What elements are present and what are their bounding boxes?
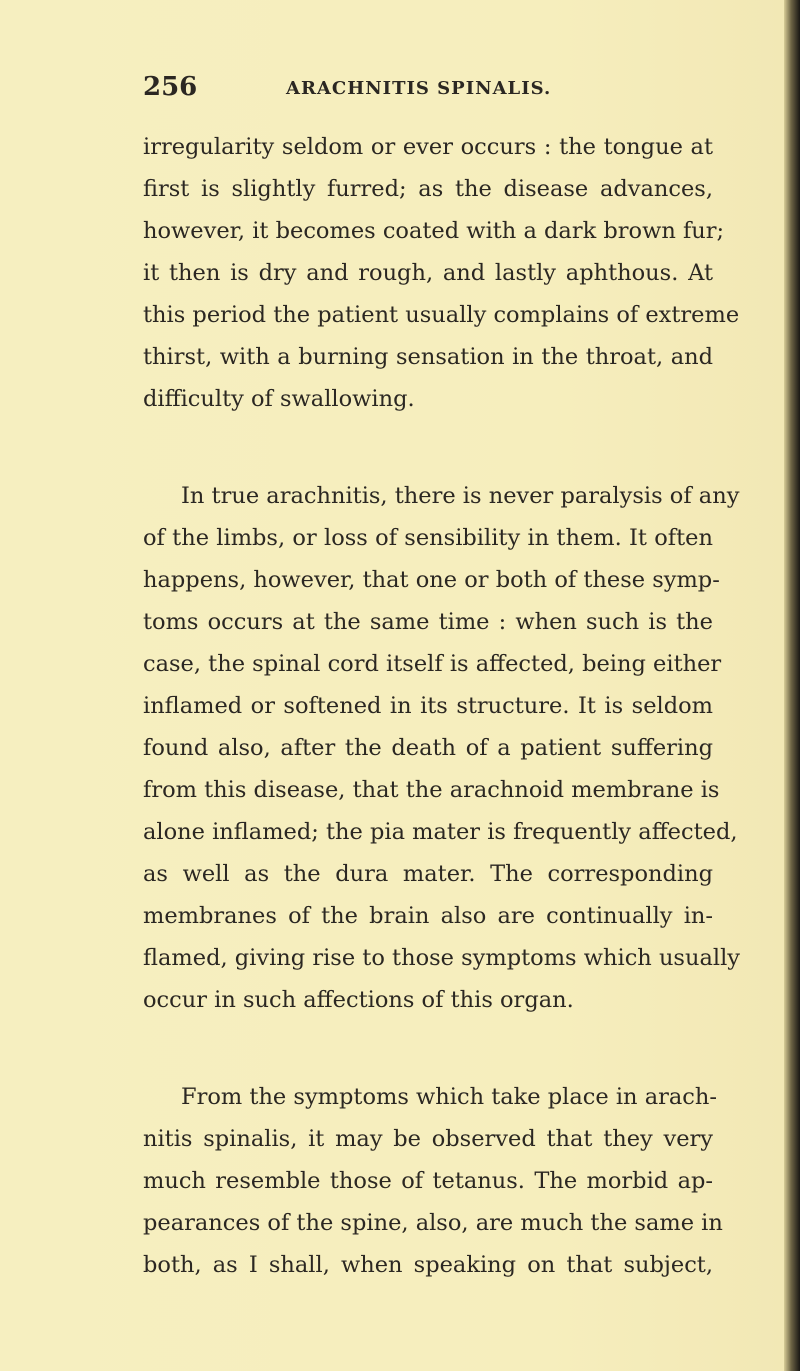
text-line: pearances of the spine, also, are much the same in bbox=[143, 1210, 723, 1236]
text-line: nitis spinalis, it may be observed that they very bbox=[143, 1126, 713, 1152]
text-line: found also, after the death of a patient suffering bbox=[143, 735, 713, 761]
text-line: case, the spinal cord itself is affected, being either bbox=[143, 651, 722, 677]
text-line: happens, however, that one or both of these symp- bbox=[143, 567, 720, 593]
text-line: From the symptoms which take place in arach- bbox=[181, 1084, 717, 1110]
text-line: as well as the dura mater. The corresponding bbox=[143, 861, 713, 887]
paragraph-2 bbox=[143, 475, 740, 1021]
paragraph-3 bbox=[143, 1076, 723, 1286]
text-line: membranes of the brain also are continually in- bbox=[143, 903, 713, 929]
running-title: ARACHNITIS SPINALIS. bbox=[286, 78, 552, 99]
paragraph-1 bbox=[143, 126, 740, 420]
text-line: thirst, with a burning sensation in the throat, and bbox=[143, 344, 713, 370]
text-line: however, it becomes coated with a dark brown fur; bbox=[143, 218, 725, 244]
text-line: first is slightly furred; as the disease advances, bbox=[143, 176, 713, 202]
text-line: this period the patient usually complains of extreme bbox=[143, 302, 740, 328]
text-line: flamed, giving rise to those symptoms which usually bbox=[143, 945, 740, 971]
text-line: much resemble those of tetanus. The morbid ap- bbox=[143, 1168, 713, 1194]
text-line: of the limbs, or loss of sensibility in them. It often bbox=[143, 525, 713, 551]
binding-shadow bbox=[784, 0, 800, 1371]
body-text bbox=[143, 126, 740, 1286]
page-header bbox=[143, 72, 643, 106]
text-line: occur in such affections of this organ. bbox=[143, 987, 574, 1013]
text-line: both, as I shall, when speaking on that subject, bbox=[143, 1252, 713, 1278]
text-line: from this disease, that the arachnoid membrane is bbox=[143, 777, 720, 803]
text-line: difficulty of swallowing. bbox=[143, 386, 415, 412]
paragraph-gap bbox=[143, 420, 713, 475]
text-line: toms occurs at the same time : when such is the bbox=[143, 609, 713, 635]
text-line: inflamed or softened in its structure. It is seldom bbox=[143, 693, 713, 719]
paragraph-gap bbox=[143, 1021, 713, 1076]
text-line: it then is dry and rough, and lastly aphthous. At bbox=[143, 260, 713, 286]
text-line: In true arachnitis, there is never paralysis of any bbox=[181, 483, 740, 509]
text-line: alone inflamed; the pia mater is frequently affected, bbox=[143, 819, 738, 845]
text-line: irregularity seldom or ever occurs : the tongue at bbox=[143, 134, 713, 160]
page-number: 256 bbox=[143, 72, 198, 102]
